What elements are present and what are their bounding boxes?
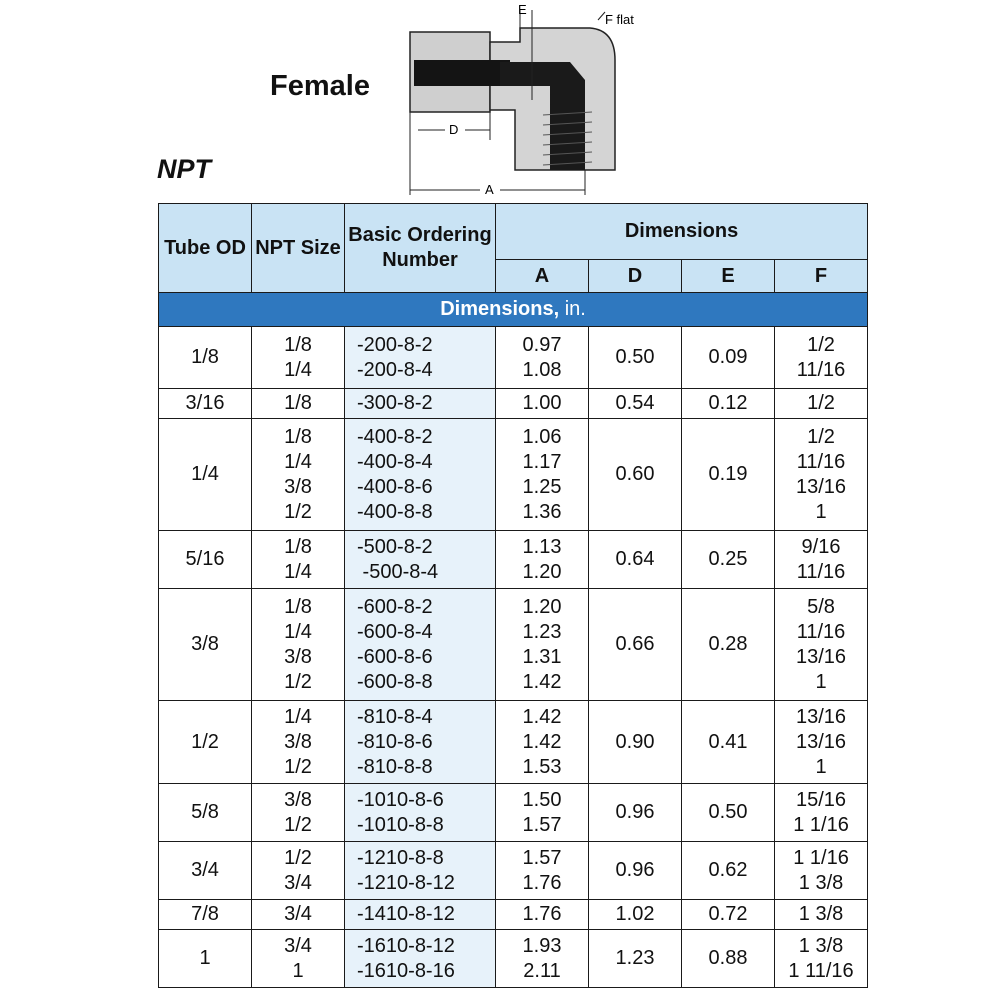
tube-od-cell: 3/8 (159, 589, 252, 701)
npt-size-line: 1/2 (284, 670, 312, 693)
dim-e-cell: 0.72 (682, 900, 775, 930)
dim-a-line: 1.53 (522, 755, 562, 778)
npt-size-line: 1 (292, 959, 304, 982)
dim-e-cell: 0.12 (682, 389, 775, 419)
dim-a-cell (496, 930, 589, 988)
dim-a-cell (496, 842, 589, 900)
dim-d-cell: 0.50 (589, 327, 682, 389)
npt-size-line: 1/4 (284, 705, 312, 728)
label-d: D (449, 122, 459, 137)
header-npt-size: NPT Size (252, 204, 345, 293)
npt-size-cell (252, 900, 345, 930)
dim-a-cell (496, 784, 589, 842)
dim-f-cell (775, 531, 868, 589)
label-a: A (485, 182, 494, 197)
ordering-number-cell (345, 327, 496, 389)
npt-size-cell (252, 842, 345, 900)
dim-f-line: 1 3/8 (798, 871, 844, 894)
npt-size-line: 1/2 (284, 500, 312, 523)
ordering-number-line: -1010-8-6 (357, 788, 444, 811)
npt-size-line: 1/4 (284, 620, 312, 643)
npt-size-cell (252, 327, 345, 389)
npt-size-line: 3/8 (284, 730, 312, 753)
dim-d-cell: 0.60 (589, 419, 682, 531)
dim-a-line: 1.57 (522, 846, 562, 869)
dim-f-line: 11/16 (796, 450, 846, 473)
heading-female: Female (270, 70, 370, 102)
ordering-number-line: -400-8-4 (357, 450, 433, 473)
dim-e-cell: 0.88 (682, 930, 775, 988)
tube-od-cell: 1/8 (159, 327, 252, 389)
npt-size-line: 1/2 (284, 755, 312, 778)
npt-size-cell (252, 930, 345, 988)
label-e: E (518, 2, 527, 17)
dim-e-cell: 0.41 (682, 701, 775, 784)
ordering-number-cell (345, 900, 496, 930)
dim-e-cell: 0.09 (682, 327, 775, 389)
ordering-number-line: -500-8-2 (357, 535, 433, 558)
dim-d-cell: 0.54 (589, 389, 682, 419)
dim-e-cell: 0.50 (682, 784, 775, 842)
dim-f-line: 15/16 (795, 788, 847, 811)
dim-f-line: 13/16 (795, 645, 847, 668)
dim-f-cell (775, 842, 868, 900)
dim-f-line: 11/16 (796, 560, 846, 583)
npt-size-line: 1/4 (284, 450, 312, 473)
dim-f-line: 11/16 (796, 358, 846, 381)
table-body (159, 327, 868, 988)
ordering-number-line: -200-8-2 (357, 333, 433, 356)
ordering-number-line: -1210-8-8 (357, 846, 444, 869)
dim-a-cell (496, 389, 589, 419)
dim-a-line: 1.06 (522, 425, 562, 448)
table-row (159, 842, 868, 900)
npt-size-line: 1/2 (284, 813, 312, 836)
dim-f-line: 1 1/16 (793, 846, 849, 869)
header-e: E (682, 260, 775, 293)
dim-f-line: 1 1/16 (793, 813, 849, 836)
ordering-number-cell (345, 389, 496, 419)
dim-f-line: 1 3/8 (798, 903, 844, 925)
ordering-number-cell (345, 531, 496, 589)
dim-a-line: 1.17 (522, 450, 562, 473)
ordering-number-line: -810-8-4 (357, 705, 433, 728)
table-row (159, 701, 868, 784)
dim-f-cell (775, 930, 868, 988)
ordering-number-line: -600-8-4 (357, 620, 433, 643)
tube-od-cell: 1/2 (159, 701, 252, 784)
npt-size-line: 1/8 (284, 535, 312, 558)
fitting-diagram (400, 0, 660, 200)
table-row (159, 589, 868, 701)
dim-f-cell (775, 784, 868, 842)
units-banner: Dimensions, in. (159, 293, 868, 327)
dim-a-cell (496, 531, 589, 589)
ordering-number-line: -400-8-8 (357, 500, 433, 523)
ordering-number-line: -400-8-2 (357, 425, 433, 448)
dim-a-line: 1.36 (522, 500, 562, 523)
dim-d-cell: 0.66 (589, 589, 682, 701)
npt-size-line: 1/8 (284, 392, 312, 414)
ordering-number-cell (345, 784, 496, 842)
dim-e-cell: 0.19 (682, 419, 775, 531)
dim-d-cell: 0.64 (589, 531, 682, 589)
dim-f-line: 1/2 (807, 333, 835, 356)
ordering-number-line: -1210-8-12 (357, 871, 455, 894)
ordering-number-line: -1610-8-12 (357, 934, 455, 957)
dim-f-cell (775, 389, 868, 419)
dim-a-line: 1.23 (522, 620, 562, 643)
table-row (159, 327, 868, 389)
tube-od-cell: 1 (159, 930, 252, 988)
dim-a-cell (496, 419, 589, 531)
dim-d-cell: 1.23 (589, 930, 682, 988)
npt-size-line: 3/8 (284, 788, 312, 811)
tube-od-cell: 1/4 (159, 419, 252, 531)
dim-f-line: 13/16 (795, 730, 847, 753)
dim-d-cell: 0.96 (589, 784, 682, 842)
header-dimensions: Dimensions (496, 204, 868, 260)
table-row (159, 784, 868, 842)
npt-size-line: 3/4 (284, 903, 312, 925)
npt-size-line: 1/8 (284, 595, 312, 618)
header-tube-od: Tube OD (159, 204, 252, 293)
dim-a-line: 1.57 (522, 813, 562, 836)
dim-f-line: 5/8 (807, 595, 835, 618)
dim-a-line: 1.42 (522, 730, 562, 753)
ordering-number-line: -810-8-6 (357, 730, 433, 753)
ordering-number-cell (345, 930, 496, 988)
ordering-number-cell (345, 589, 496, 701)
dim-f-line: 1 (815, 755, 827, 778)
dim-f-cell (775, 701, 868, 784)
tube-od-cell: 3/4 (159, 842, 252, 900)
dim-e-cell: 0.62 (682, 842, 775, 900)
dim-f-line: 13/16 (795, 705, 847, 728)
dim-f-line: 13/16 (795, 475, 847, 498)
npt-size-line: 1/4 (284, 358, 312, 381)
npt-size-cell (252, 531, 345, 589)
dim-a-line: 1.25 (522, 475, 562, 498)
dim-a-line: 1.08 (522, 358, 562, 381)
ordering-number-line: -810-8-8 (357, 755, 433, 778)
table-row (159, 930, 868, 988)
header-f: F (775, 260, 868, 293)
npt-size-cell (252, 701, 345, 784)
tube-shape (414, 60, 510, 86)
dim-a-cell (496, 327, 589, 389)
npt-size-line: 1/8 (284, 333, 312, 356)
dim-a-line: 1.76 (522, 871, 562, 894)
header-ordering-number: Basic Ordering Number (345, 204, 496, 293)
heading-npt: NPT (157, 154, 211, 184)
npt-size-line: 3/4 (284, 871, 312, 894)
ordering-number-line: -200-8-4 (357, 358, 433, 381)
dim-a-line: 1.13 (522, 535, 562, 558)
npt-size-cell (252, 589, 345, 701)
table-row (159, 531, 868, 589)
ordering-number-cell (345, 842, 496, 900)
tube-od-cell: 3/16 (159, 389, 252, 419)
label-f: F flat (605, 12, 634, 27)
table-row (159, 389, 868, 419)
ordering-number-cell (345, 419, 496, 531)
ordering-number-cell (345, 701, 496, 784)
dim-a-line: 2.11 (523, 959, 561, 982)
dim-f-line: 1 11/16 (788, 959, 854, 982)
ordering-number-line: -600-8-2 (357, 595, 433, 618)
dim-a-line: 0.97 (522, 333, 562, 356)
npt-size-line: 3/8 (284, 645, 312, 668)
dim-d-cell: 0.90 (589, 701, 682, 784)
ordering-number-line: -1410-8-12 (357, 903, 455, 925)
ordering-number-line: -500-8-4 (357, 560, 439, 583)
npt-size-line: 3/8 (284, 475, 312, 498)
dim-f-cell (775, 900, 868, 930)
dim-d-cell: 1.02 (589, 900, 682, 930)
dim-a-line: 1.93 (522, 934, 562, 957)
dim-a-cell (496, 900, 589, 930)
dim-a-cell (496, 589, 589, 701)
dim-a-cell (496, 701, 589, 784)
dim-a-line: 1.00 (522, 392, 562, 414)
dim-f-line: 1 3/8 (798, 934, 844, 957)
dim-f-line: 11/16 (796, 620, 846, 643)
dim-d-cell: 0.96 (589, 842, 682, 900)
ordering-number-line: -600-8-8 (357, 670, 433, 693)
table-row (159, 900, 868, 930)
table-row (159, 419, 868, 531)
dim-f-line: 9/16 (801, 535, 841, 558)
tube-od-cell: 5/8 (159, 784, 252, 842)
npt-size-line: 1/4 (284, 560, 312, 583)
npt-size-cell (252, 389, 345, 419)
dim-f-cell (775, 589, 868, 701)
dim-a-line: 1.20 (522, 595, 562, 618)
dim-e-cell: 0.28 (682, 589, 775, 701)
tube-od-cell: 7/8 (159, 900, 252, 930)
dim-f-line: 1 (815, 670, 827, 693)
npt-size-cell (252, 784, 345, 842)
ordering-number-line: -600-8-6 (357, 645, 433, 668)
npt-size-line: 1/8 (284, 425, 312, 448)
dim-a-line: 1.31 (522, 645, 562, 668)
dim-a-line: 1.42 (522, 705, 562, 728)
dim-f-cell (775, 419, 868, 531)
dim-a-line: 1.76 (522, 903, 562, 925)
tube-od-cell: 5/16 (159, 531, 252, 589)
ordering-number-line: -1010-8-8 (357, 813, 444, 836)
npt-size-line: 3/4 (284, 934, 312, 957)
dim-e-cell: 0.25 (682, 531, 775, 589)
ordering-number-line: -400-8-6 (357, 475, 433, 498)
dim-a-line: 1.20 (522, 560, 562, 583)
npt-size-cell (252, 419, 345, 531)
ordering-number-line: -1610-8-16 (357, 959, 455, 982)
dim-f-cell (775, 327, 868, 389)
dim-f-line: 1/2 (807, 425, 835, 448)
npt-size-line: 1/2 (284, 846, 312, 869)
dim-f-line: 1 (815, 500, 827, 523)
dim-a-line: 1.50 (522, 788, 562, 811)
dim-a-line: 1.42 (522, 670, 562, 693)
header-d: D (589, 260, 682, 293)
header-a: A (496, 260, 589, 293)
dimensions-table (158, 203, 868, 988)
ordering-number-line: -300-8-2 (357, 392, 433, 414)
dim-f-line: 1/2 (807, 392, 835, 414)
